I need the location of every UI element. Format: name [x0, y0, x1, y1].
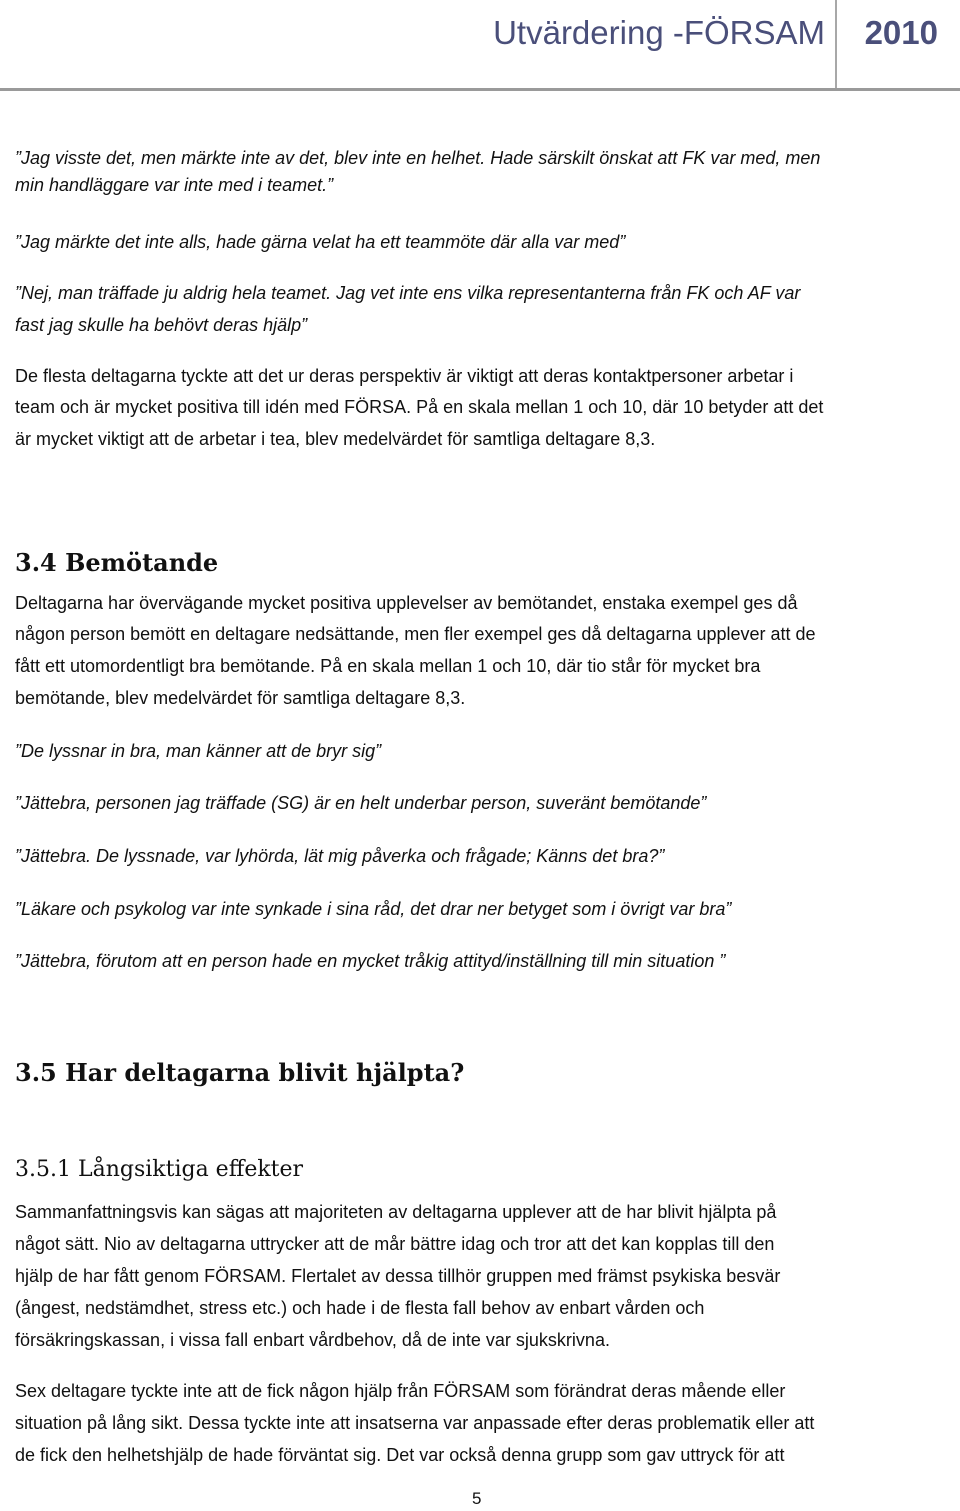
paragraph-line: Sammanfattningsvis kan sägas att majoriteten av deltagarna upplever att de har blivit hjälpta på	[15, 1202, 777, 1222]
quote-line: fast jag skulle ha behövt deras hjälp”	[15, 315, 308, 335]
header-year: 2010	[864, 14, 938, 51]
paragraph-line: något sätt. Nio av deltagarna uttrycker att de mår bättre idag och tror att det kan kopplas till den	[15, 1234, 775, 1254]
quote-line: ”Jättebra, förutom att en person hade en mycket tråkig attityd/inställning till min situation ”	[15, 951, 726, 971]
paragraph-line: Sex deltagare tyckte inte att de fick någon hjälp från FÖRSAM som förändrat deras mående eller	[15, 1381, 786, 1401]
paragraph-line: försäkringskassan, i vissa fall enbart vårdbehov, då de inte var sjukskrivna.	[15, 1330, 610, 1350]
quote-line: ”Jättebra, personen jag träffade (SG) är en helt underbar person, suveränt bemötande”	[15, 793, 707, 813]
page-header	[0, 0, 960, 92]
quote-line: ”Jag visste det, men märkte inte av det, blev inte en helhet. Hade särskilt önskat att FK var med, men	[15, 148, 821, 168]
quote-line: ”De lyssnar in bra, man känner att de bryr sig”	[15, 741, 382, 761]
paragraph-line: hjälp de har fått genom FÖRSAM. Flertalet av dessa tillhör gruppen med främst psykiska besvär	[15, 1266, 781, 1286]
paragraph-line: situation på lång sikt. Dessa tyckte inte att insatserna var anpassade efter deras problematik eller att	[15, 1413, 815, 1433]
paragraph-line: fått ett utomordentligt bra bemötande. På en skala mellan 1 och 10, där tio står för mycket bra	[15, 656, 761, 676]
quote-line: min handläggare var inte med i teamet.”	[15, 175, 334, 195]
paragraph-line: de fick den helhetshjälp de hade förväntat sig. Det var också denna grupp som gav uttryck för att	[15, 1445, 785, 1465]
paragraph-line: bemötande, blev medelvärdet för samtliga deltagare 8,3.	[15, 688, 466, 708]
section-heading-3-5: 3.5 Har deltagarna blivit hjälpta?	[15, 1058, 465, 1087]
paragraph-line: Deltagarna har övervägande mycket positiva upplevelser av bemötandet, enstaka exempel ges då	[15, 593, 798, 613]
paragraph-line: De flesta deltagarna tyckte att det ur deras perspektiv är viktigt att deras kontaktpersoner arbetar i	[15, 366, 794, 386]
paragraph-line: (ångest, nedstämdhet, stress etc.) och hade i de flesta fall behov av enbart vården och	[15, 1298, 705, 1318]
quote-line: ”Nej, man träffade ju aldrig hela teamet. Jag vet inte ens vilka representanterna från FK och AF var	[15, 283, 801, 303]
quote-line: ”Jag märkte det inte alls, hade gärna velat ha ett teammöte där alla var med”	[15, 232, 626, 252]
page-number: 5	[472, 1489, 482, 1508]
paragraph-line: team och är mycket positiva till idén med FÖRSA. På en skala mellan 1 och 10, där 10 betyder att det	[15, 397, 824, 417]
quote-line: ”Läkare och psykolog var inte synkade i sina råd, det drar ner betyget som i övrigt var bra”	[15, 899, 732, 919]
header-title: Utvärdering -FÖRSAM	[493, 14, 825, 51]
quote-line: ”Jättebra. De lyssnade, var lyhörda, lät mig påverka och frågade; Känns det bra?”	[15, 846, 665, 866]
paragraph-line: är mycket viktigt att de arbetar i tea, blev medelvärdet för samtliga deltagare 8,3.	[15, 429, 656, 449]
header-divider-vertical	[835, 0, 837, 90]
section-heading-3-4: 3.4 Bemötande	[15, 548, 219, 577]
header-divider-horizontal	[0, 88, 960, 91]
subsection-heading-3-5-1: 3.5.1 Långsiktiga effekter	[15, 1157, 304, 1182]
paragraph-line: någon person bemött en deltagare nedsättande, men fler exempel ges då deltagarna upplever att de	[15, 624, 816, 644]
